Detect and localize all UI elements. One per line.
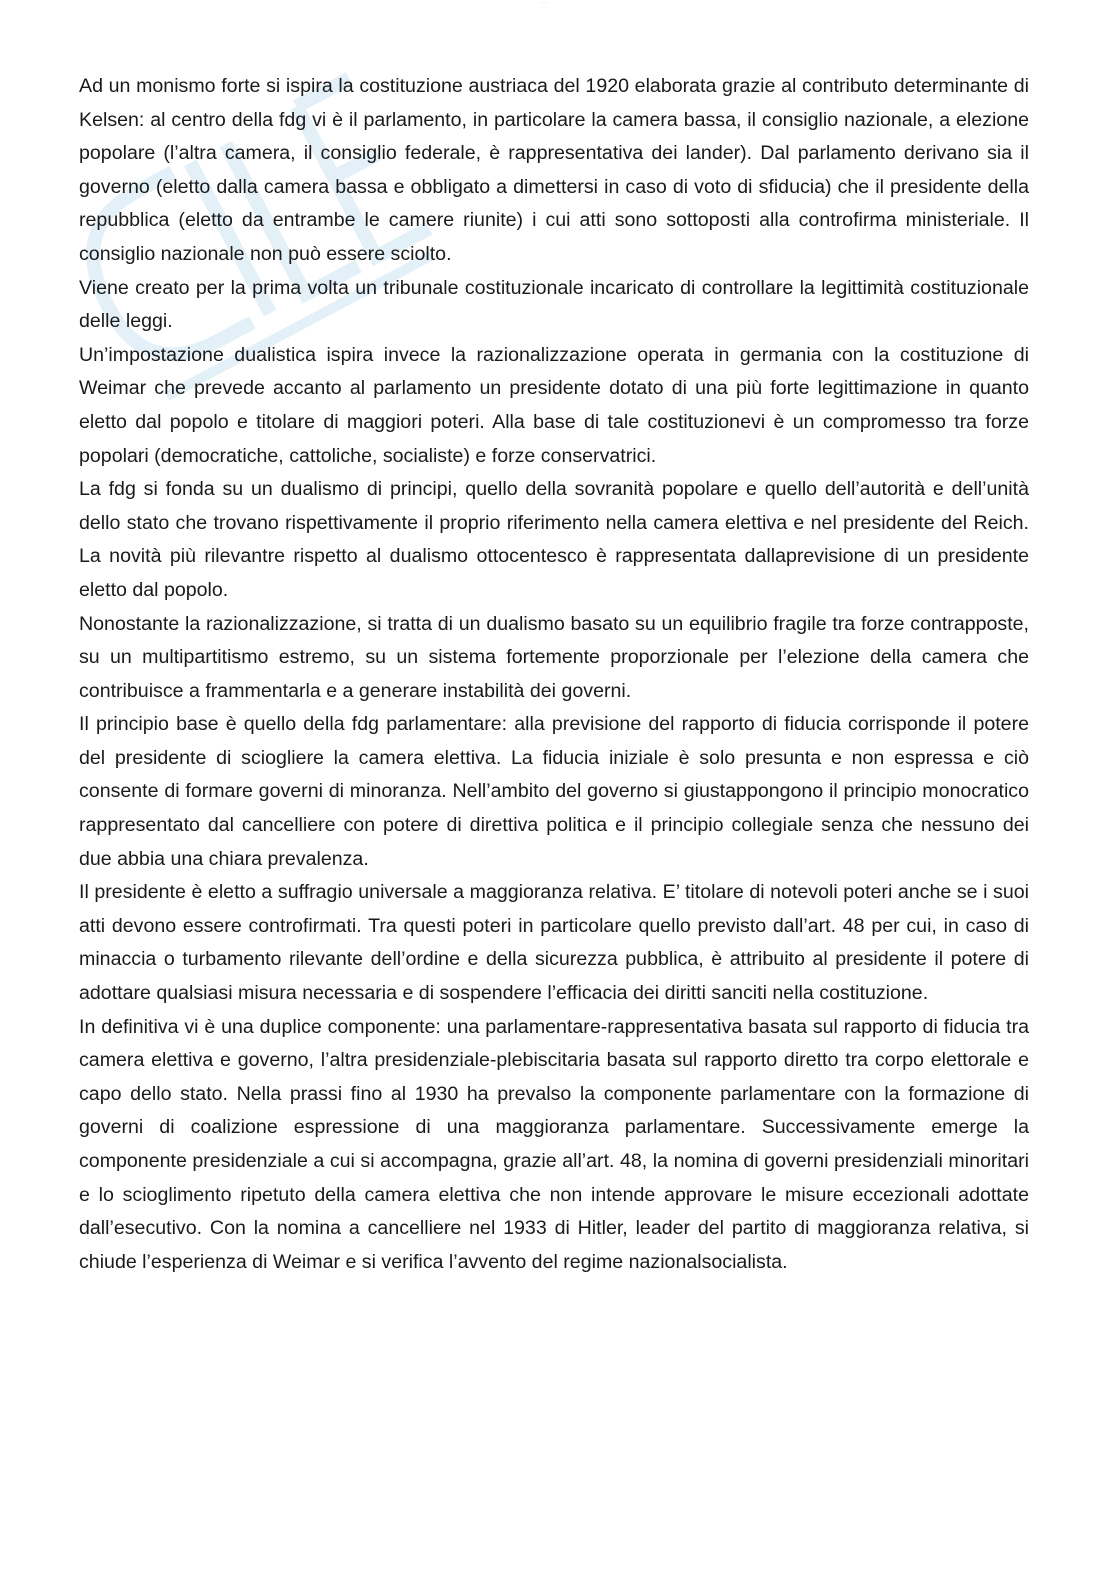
paragraph-austrian-constitution: Ad un monismo forte si ispira la costituzione austriaca del 1920 elaborata grazie al contributo determinante di Kelsen: al centro della fdg vi è il parlamento, in particolare la camera bassa, il consiglio nazionale, a elezione popolare (l’altra camera, il consiglio federale, è rappresentativa dei lander). Dal parlamento derivano sia il governo (eletto dalla camera bassa e obbligato a dimettersi in caso di voto di sfiducia) che il presidente della repubblica (eletto da entrambe le camere riunite) i cui atti sono sottoposti alla controfirma ministeriale. Il consiglio nazionale non può essere sciolto. xyxy=(79,75,1029,265)
header-mark: ······ xyxy=(540,0,548,5)
paragraph-president-powers: Il presidente è eletto a suffragio universale a maggioranza relativa. E’ titolare di notevoli poteri anche se i suoi atti devono essere controfirmati. Tra questi poteri in particolare quello previsto dall’art. 48 per cui, in caso di minaccia o turbamento rilevante dell’ordine e della sicurezza pubblica, è attribuito al presidente il potere di adottare qualsiasi misura necessaria e di sospendere l’efficacia dei diritti sanciti nella costituzione. xyxy=(79,881,1029,1005)
paragraph-dual-principles: La fdg si fonda su un dualismo di principi, quello della sovranità popolare e quello dell’autorità e dell’unità dello stato che trovano rispettivamente il proprio riferimento nella camera elettiva e nel presidente del Reich. La novità più rilevantre rispetto al dualismo ottocentesco è rappresentata dallaprevisione di un presidente eletto dal popolo. xyxy=(79,478,1029,601)
paragraph-fragile-equilibrium: Nonostante la razionalizzazione, si tratta di un dualismo basato su un equilibrio fragile tra forze contrapposte, su un multipartitismo estremo, su un sistema fortemente proporzionale per l’elezione della camera che contribuisce a frammentarla e a generare instabilità dei governi. xyxy=(79,612,1029,702)
document-body xyxy=(79,70,1029,1279)
paragraph-conclusion: In definitiva vi è una duplice componente: una parlamentare-rappresentativa basata sul rapporto di fiducia tra camera elettiva e governo, l’altra presidenziale-plebiscitaria basata sul rapporto diretto tra corpo elettorale e capo dello stato. Nella prassi fino al 1930 ha prevalso la componente parlamentare con la formazione di governi di coalizione espressione di una maggioranza parlamentare. Successivamente emerge la componente presidenziale a cui si accompagna, grazie all’art. 48, la nomina di governi presidenziali minoritari e lo scioglimento ripetuto della camera elettiva che non intende approvare le misure eccezionali adottate dall’esecutivo. Con la nomina a cancelliere nel 1933 di Hitler, leader del partito di maggioranza relativa, si chiude l’esperienza di Weimar e si verifica l’avvento del regime nazionalsocialista. xyxy=(79,1015,1029,1273)
paragraph-parliamentary-principle: Il principio base è quello della fdg parlamentare: alla previsione del rapporto di fiducia corrisponde il potere del presidente di sciogliere la camera elettiva. La fiducia iniziale è solo presunta e non espressa e ciò consente di formare governi di minoranza. Nell’ambito del governo si giustappongono il principio monocratico rappresentato dal cancelliere con potere di direttiva politica e il principio collegiale senza che nessuno dei due abbia una chiara prevalenza. xyxy=(79,713,1029,870)
paragraph-constitutional-tribunal: Viene creato per la prima volta un tribunale costituzionale incaricato di controllare la legittimità costituzionale delle leggi. xyxy=(79,276,1029,333)
paragraph-weimar-dualism: Un’impostazione dualistica ispira invece la razionalizzazione operata in germania con la costituzione di Weimar che prevede accanto al parlamento un presidente dotato di una più forte legittimazione in quanto eletto dal popolo e titolare di maggiori poteri. Alla base di tale costituzionevi è un compromesso tra forze popolari (democratiche, cattoliche, socialiste) e forze conservatrici. xyxy=(79,343,1029,467)
